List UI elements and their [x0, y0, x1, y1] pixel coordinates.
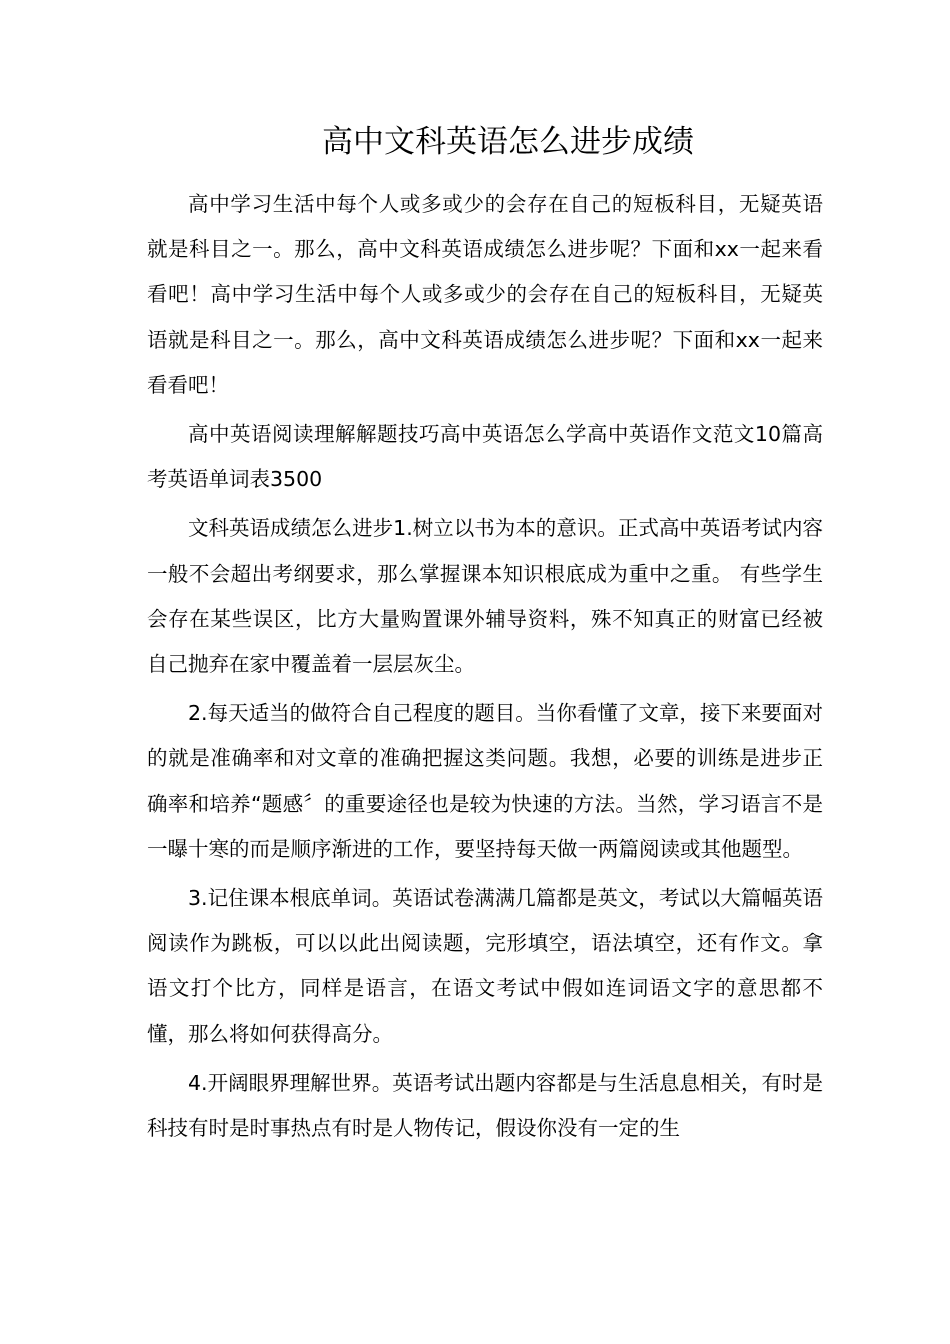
paragraph-tip-2: 2.每天适当的做符合自己程度的题目。当你看懂了文章，接下来要面对的就是准确率和对文章的准确把握这类问题。我想，必要的训练是进步正确率和培养“题感〞的重要途径也是较为快速的方法。当然，学习语言不是一曝十寒的而是顺序渐进的工作，要坚持每天做一两篇阅读或其他题型。	[147, 701, 823, 861]
document-title: 高中文科英语怎么进步成绩	[322, 124, 694, 160]
paragraph-tip-1: 文科英语成绩怎么进步1.树立以书为本的意识。正式高中英语考试内容一般不会超出考纲要求，那么掌握课本知识根底成为重中之重。 有些学生会存在某些误区，比方大量购置课外辅导资料，殊不知真正的财富已经被自己抛弃在家中覆盖着一层层灰尘。	[147, 516, 823, 677]
paragraph-related-links: 高中英语阅读理解解题技巧高中英语怎么学高中英语作文范文10篇高考英语单词表3500	[147, 422, 823, 492]
paragraph-intro: 高中学习生活中每个人或多或少的会存在自己的短板科目，无疑英语就是科目之一。那么，高中文科英语成绩怎么进步呢？下面和xx一起来看看吧！高中学习生活中每个人或多或少的会存在自己的短板科目，无疑英语就是科目之一。那么，高中文科英语成绩怎么进步呢？下面和xx一起来看看吧！	[147, 192, 823, 397]
document-body	[147, 182, 823, 1155]
paragraph-tip-3: 3.记住课本根底单词。英语试卷满满几篇都是英文，考试以大篇幅英语阅读作为跳板，可以以此出阅读题，完形填空，语法填空，还有作文。拿语文打个比方，同样是语言，在语文考试中假如连词语文字的意思都不懂，那么将如何获得高分。	[147, 886, 823, 1046]
paragraph-tip-4: 4.开阔眼界理解世界。英语考试出题内容都是与生活息息相关，有时是科技有时是时事热点有时是人物传记，假设你没有一定的生	[147, 1070, 823, 1141]
